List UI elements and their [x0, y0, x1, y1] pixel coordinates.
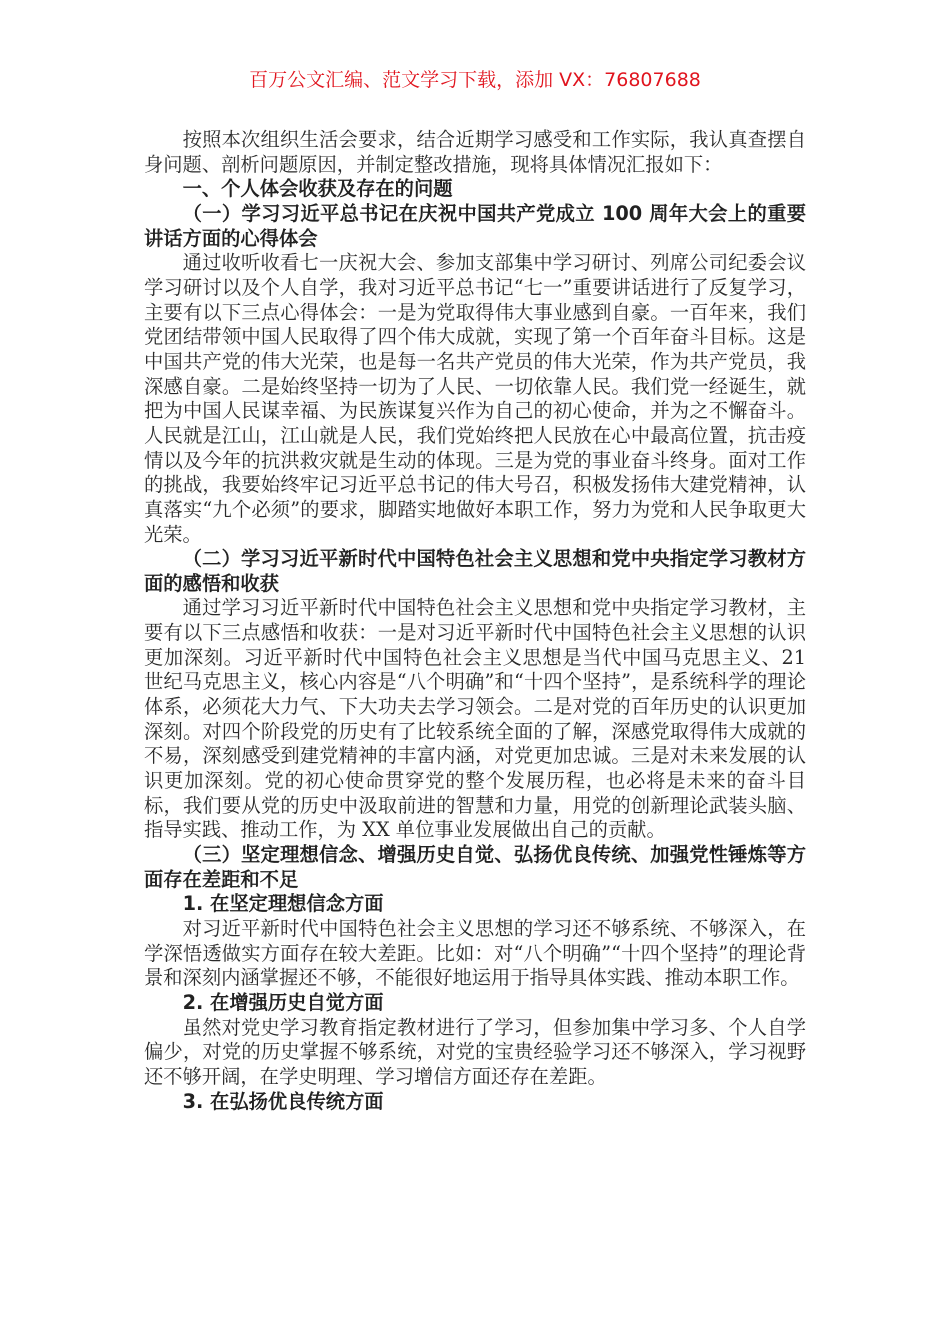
banner-header: 百万公文汇编、范文学习下载，添加 VX：76807688: [249, 69, 701, 91]
document-body: [144, 128, 806, 1114]
subsection-heading-1: （一）学习习近平总书记在庆祝中国共产党成立 100 周年大会上的重要讲话方面的心得体会: [144, 201, 806, 250]
item-heading-1: 1. 在坚定理想信念方面: [182, 892, 384, 916]
paragraph-2: 通过学习习近平新时代中国特色社会主义思想和党中央指定学习教材，主要有以下三点感悟和收获：一是对习近平新时代中国特色社会主义思想的认识更加深刻。习近平新时代中国特色社会主义思想是当代中国马克思主义、21 世纪马克思主义，核心内容是“八个明确”和“十四个坚持”，是系统科学的理论体系，必须花大力气、下大功夫去学习领会。二是对党的百年历史的认识更加深刻。对四个阶段党的历史有了比较系统全面的了解，深感党取得伟大成就的不易，深刻感受到建党精神的丰富内涵，对党更加忠诚。三是对未来发展的认识更加深刻。党的初心使命贯穿党的整个发展历程，也必将是未来的奋斗目标，我们要从党的历史中汲取前进的智慧和力量，用党的创新理论武装头脑、指导实践、推动工作，为 XX 单位事业发展做出自己的贡献。: [144, 596, 806, 842]
subsection-heading-2: （二）学习习近平新时代中国特色社会主义思想和党中央指定学习教材方面的感悟和收获: [144, 547, 806, 595]
section-heading-1: 一、个人体会收获及存在的问题: [182, 177, 453, 201]
intro-paragraph: 按照本次组织生活会要求，结合近期学习感受和工作实际，我认真查摆自身问题、剖析问题原因，并制定整改措施，现将具体情况汇报如下：: [144, 128, 806, 176]
item-heading-3: 3. 在弘扬优良传统方面: [182, 1089, 384, 1113]
item-heading-2: 2. 在增强历史自觉方面: [182, 990, 384, 1014]
subsection-heading-3: （三）坚定理想信念、增强历史自觉、弘扬优良传统、加强党性锤炼等方面存在差距和不足: [144, 843, 806, 891]
paragraph-4: 虽然对党史学习教育指定教材进行了学习，但参加集中学习多、个人自学偏少，对党的历史掌握不够系统，对党的宝贵经验学习还不够深入，学习视野还不够开阔，在学史明理、学习增信方面还存在差距。: [144, 1015, 806, 1088]
paragraph-1: 通过收听收看七一庆祝大会、参加支部集中学习研讨、列席公司纪委会议学习研讨以及个人自学，我对习近平总书记“七一”重要讲话进行了反复学习，主要有以下三点心得体会：一是为党取得伟大事业感到自豪。一百年来，我们党团结带领中国人民取得了四个伟大成就，实现了第一个百年奋斗目标。这是中国共产党的伟大光荣，也是每一名共产党员的伟大光荣，作为共产党员，我深感自豪。二是始终坚持一切为了人民、一切依靠人民。我们党一经诞生，就把为中国人民谋幸福、为民族谋复兴作为自己的初心使命，并为之不懈奋斗。人民就是江山，江山就是人民，我们党始终把人民放在心中最高位置，抗击疫情以及今年的抗洪救灾就是生动的体现。三是为党的事业奋斗终身。面对工作的挑战，我要始终牢记习近平总书记的伟大号召，积极发扬伟大建党精神，认真落实“九个必须”的要求，脚踏实地做好本职工作，努力为党和人民争取更大光荣。: [144, 251, 806, 546]
paragraph-3: 对习近平新时代中国特色社会主义思想的学习还不够系统、不够深入，在学深悟透做实方面存在较大差距。比如：对“八个明确”“十四个坚持”的理论背景和深刻内涵掌握还不够，不能很好地运用于指导具体实践、推动本职工作。: [144, 917, 806, 990]
